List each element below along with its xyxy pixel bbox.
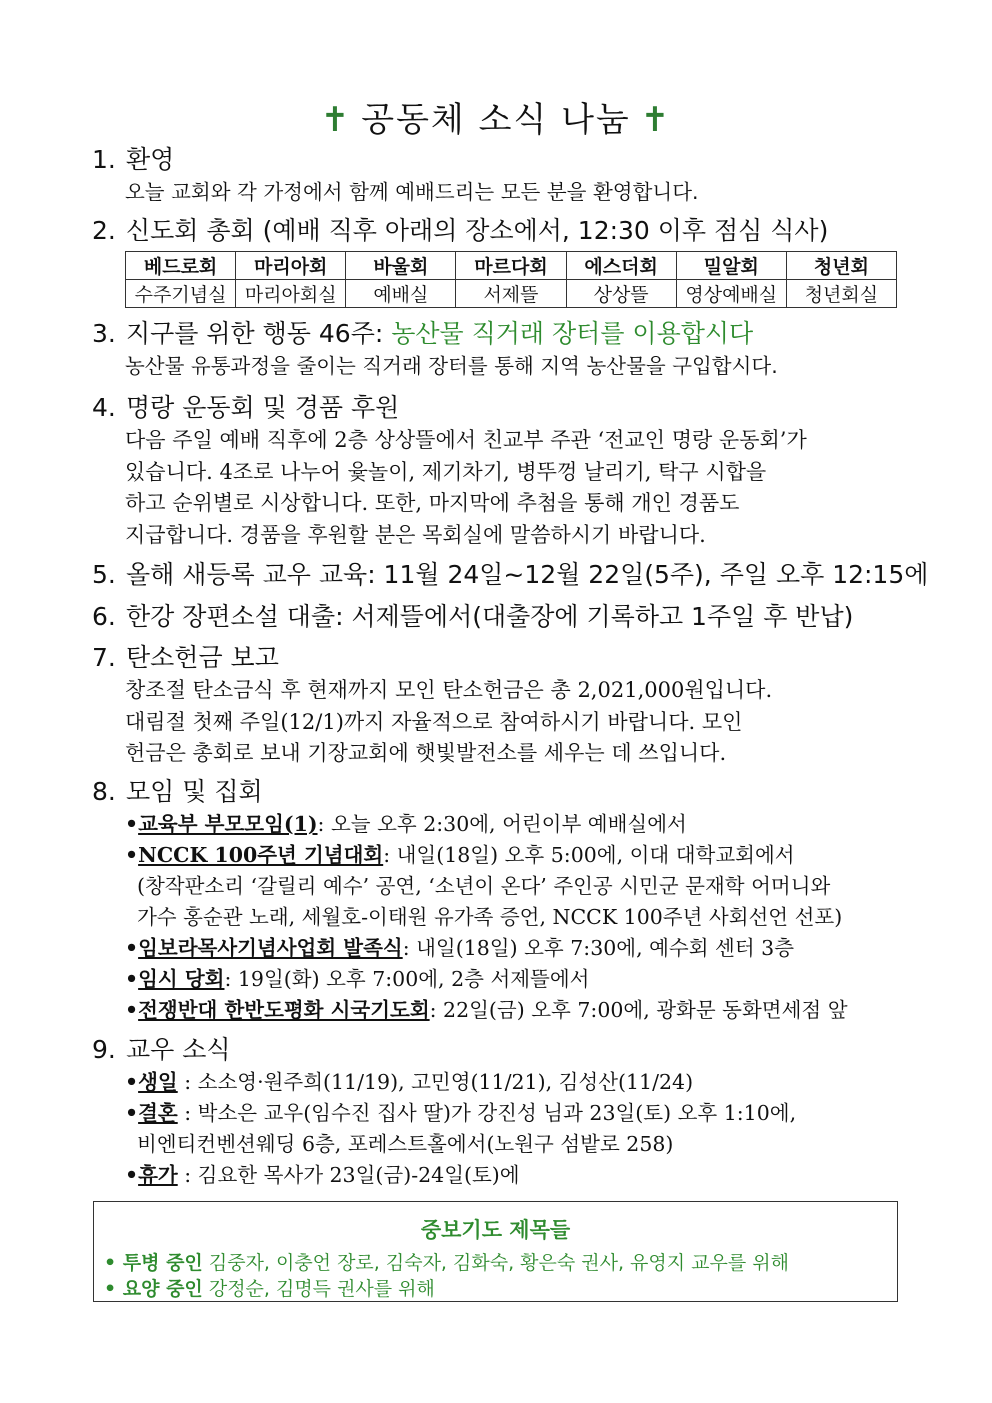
item-label: 휴가 <box>138 1163 178 1187</box>
prayer-text: 김중자, 이충언 장로, 김숙자, 김화숙, 황은숙 권사, 유영지 교우를 위해 <box>202 1252 789 1274</box>
section-body-line: 있습니다. 4조로 나누어 윷놀이, 제기차기, 병뚜껑 날리기, 탁구 시합을 <box>125 459 767 484</box>
table-cell: 서제뜰 <box>456 280 566 308</box>
section-heading <box>92 600 902 634</box>
section-title: 탄소헌금 보고 <box>126 643 279 672</box>
section-heading <box>92 641 902 675</box>
title-text: 공동체 소식 나눔 <box>361 100 631 140</box>
item-continuation: 가수 홍순관 노래, 세월호-이태원 유가족 증언, NCCK 100주년 사회선언 선포) <box>137 905 843 929</box>
section-earth-action <box>92 317 902 381</box>
section-number: 2. <box>92 216 116 245</box>
prayer-label: • 요양 중인 <box>104 1278 203 1300</box>
table-cell: 마르다회 <box>456 252 566 280</box>
table-cell: 예배실 <box>346 280 456 308</box>
list-item <box>125 1098 902 1129</box>
prayer-title: 중보기도 제목들 <box>420 1218 571 1242</box>
section-general-assembly <box>92 214 902 308</box>
section-body-line: 다음 주일 예배 직후에 2층 상상뜰에서 친교부 주관 ‘전교인 명랑 운동회’가 <box>125 428 807 452</box>
prayer-item <box>104 1250 897 1276</box>
bullet: • <box>125 967 139 991</box>
cross-icon: ✝ <box>320 100 352 140</box>
table-cell: 청년회 <box>786 252 896 280</box>
section-number: 3. <box>92 319 116 348</box>
list-item <box>125 1067 902 1098</box>
bullet: • <box>125 1070 139 1094</box>
item-text: : 소소영·원주희(11/19), 고민영(11/21), 김성산(11/24) <box>177 1070 694 1094</box>
section-body-line: 대림절 첫째 주일(12/1)까지 자율적으로 참여하시기 바랍니다. 모인 <box>125 709 743 734</box>
section-body-line: 창조절 탄소금식 후 현재까지 모인 탄소헌금은 총 2,021,000원입니다. <box>125 678 773 702</box>
section-title: 명랑 운동회 및 경품 후원 <box>126 393 400 422</box>
table-cell: 상상뜰 <box>566 280 676 308</box>
section-heading <box>92 1033 902 1067</box>
item-label: 전쟁반대 한반도평화 시국기도회 <box>138 998 430 1022</box>
section-sports-day <box>92 391 902 551</box>
section-title: 한강 장편소설 대출: 서제뜰에서(대출장에 기록하고 1주일 후 반납) <box>126 602 854 631</box>
item-text: : 내일(18일) 오후 5:00에, 이대 대학교회에서 <box>383 843 795 867</box>
section-number: 4. <box>92 393 116 422</box>
section-title: 올해 새등록 교우 교육: 11월 24일~12월 22일(5주), 주일 오후 12:15에 <box>126 560 929 589</box>
section-number: 9. <box>92 1035 116 1064</box>
item-continuation: (창작판소리 ‘갈릴리 예수’ 공연, ‘소년이 온다’ 주인공 시민군 문재학 어머니와 <box>137 874 831 898</box>
section-meetings <box>92 775 902 1026</box>
list-item <box>125 1160 902 1191</box>
section-heading <box>92 775 902 809</box>
table-header-row <box>126 252 897 280</box>
prayer-label: • 투병 중인 <box>104 1252 203 1274</box>
list-item <box>125 809 902 840</box>
section-number: 5. <box>92 560 116 589</box>
section-body-line: 지급합니다. 경품을 후원할 분은 목회실에 말씀하시기 바랍니다. <box>125 522 706 547</box>
section-member-news <box>92 1033 902 1191</box>
section-number: 8. <box>92 777 116 806</box>
item-label: 교육부 부모모임(1) <box>138 812 318 836</box>
bullet: • <box>125 812 139 836</box>
section-welcome <box>92 143 902 207</box>
section-number: 7. <box>92 643 116 672</box>
section-body: 오늘 교회와 각 가정에서 함께 예배드리는 모든 분을 환영합니다. <box>125 180 699 204</box>
meeting-room-table <box>125 251 897 308</box>
section-title: 교우 소식 <box>126 1035 231 1064</box>
section-heading <box>92 558 929 592</box>
list-item <box>125 995 902 1026</box>
table-cell: 영상예배실 <box>676 280 786 308</box>
section-heading <box>92 214 902 248</box>
table-cell: 에스더회 <box>566 252 676 280</box>
section-title: 모임 및 집회 <box>126 777 263 806</box>
bullet: • <box>125 936 139 960</box>
section-body-line: 헌금은 총회로 보내 기장교회에 햇빛발전소를 세우는 데 쓰입니다. <box>125 741 727 765</box>
item-text: : 22일(금) 오후 7:00에, 광화문 동화면세점 앞 <box>429 998 848 1022</box>
section-number: 1. <box>92 145 116 174</box>
bullet: • <box>125 1101 139 1125</box>
item-text: : 김요한 목사가 23일(금)-24일(토)에 <box>177 1163 520 1187</box>
item-label: NCCK 100주년 기념대회 <box>138 843 384 867</box>
item-label: 임시 당회 <box>138 967 225 991</box>
item-text: : 박소은 교우(임수진 집사 딸)가 강진성 님과 23일(토) 오후 1:10에, <box>177 1101 797 1125</box>
section-body-line: 하고 순위별로 시상합니다. 또한, 마지막에 추첨을 통해 개인 경품도 <box>125 491 740 515</box>
prayer-item <box>104 1276 897 1302</box>
item-label: 생일 <box>138 1070 178 1094</box>
section-number: 6. <box>92 602 116 631</box>
section-heading <box>92 391 902 425</box>
cross-icon: ✝ <box>640 100 672 140</box>
table-cell: 베드로회 <box>126 252 236 280</box>
item-label: 결혼 <box>138 1101 178 1125</box>
table-cell: 수주기념실 <box>126 280 236 308</box>
item-continuation: 비엔티컨벤션웨딩 6층, 포레스트홀에서(노원구 섬밭로 258) <box>137 1132 674 1156</box>
section-title: 환영 <box>126 145 175 174</box>
list-item <box>125 933 902 964</box>
item-text: : 오늘 오후 2:30에, 어린이부 예배실에서 <box>317 812 687 836</box>
section-body: 농산물 유통과정을 줄이는 직거래 장터를 통해 지역 농산물을 구입합시다. <box>125 354 778 378</box>
section-heading <box>92 317 902 351</box>
section-title: 신도회 총회 (예배 직후 아래의 장소에서, 12:30 이후 점심 식사) <box>126 216 829 245</box>
prayer-text: 강정순, 김명득 권사를 위해 <box>202 1278 435 1300</box>
page-title <box>0 92 992 141</box>
section-title-highlight: 농산물 직거래 장터를 이용합시다 <box>391 319 754 348</box>
list-item <box>125 964 902 995</box>
prayer-requests-box <box>93 1201 898 1302</box>
section-title: 지구를 위한 행동 46주: <box>126 319 392 348</box>
table-cell: 밀알회 <box>676 252 786 280</box>
item-text: : 내일(18일) 오후 7:30에, 예수회 센터 3층 <box>402 936 795 960</box>
section-carbon-offering <box>92 641 902 770</box>
section-book-loan <box>92 600 902 634</box>
item-text: : 19일(화) 오후 7:00에, 2층 서제뜰에서 <box>224 967 590 991</box>
table-cell: 청년회실 <box>786 280 896 308</box>
bullet: • <box>125 998 139 1022</box>
section-newcomer-education <box>92 558 929 592</box>
table-row <box>126 280 897 308</box>
table-cell: 마리아회실 <box>236 280 346 308</box>
bullet: • <box>125 843 139 867</box>
section-heading <box>92 143 902 177</box>
table-cell: 마리아회 <box>236 252 346 280</box>
list-item <box>125 840 902 871</box>
table-cell: 바울회 <box>346 252 456 280</box>
bullet: • <box>125 1163 139 1187</box>
item-label: 임보라목사기념사업회 발족식 <box>138 936 403 960</box>
